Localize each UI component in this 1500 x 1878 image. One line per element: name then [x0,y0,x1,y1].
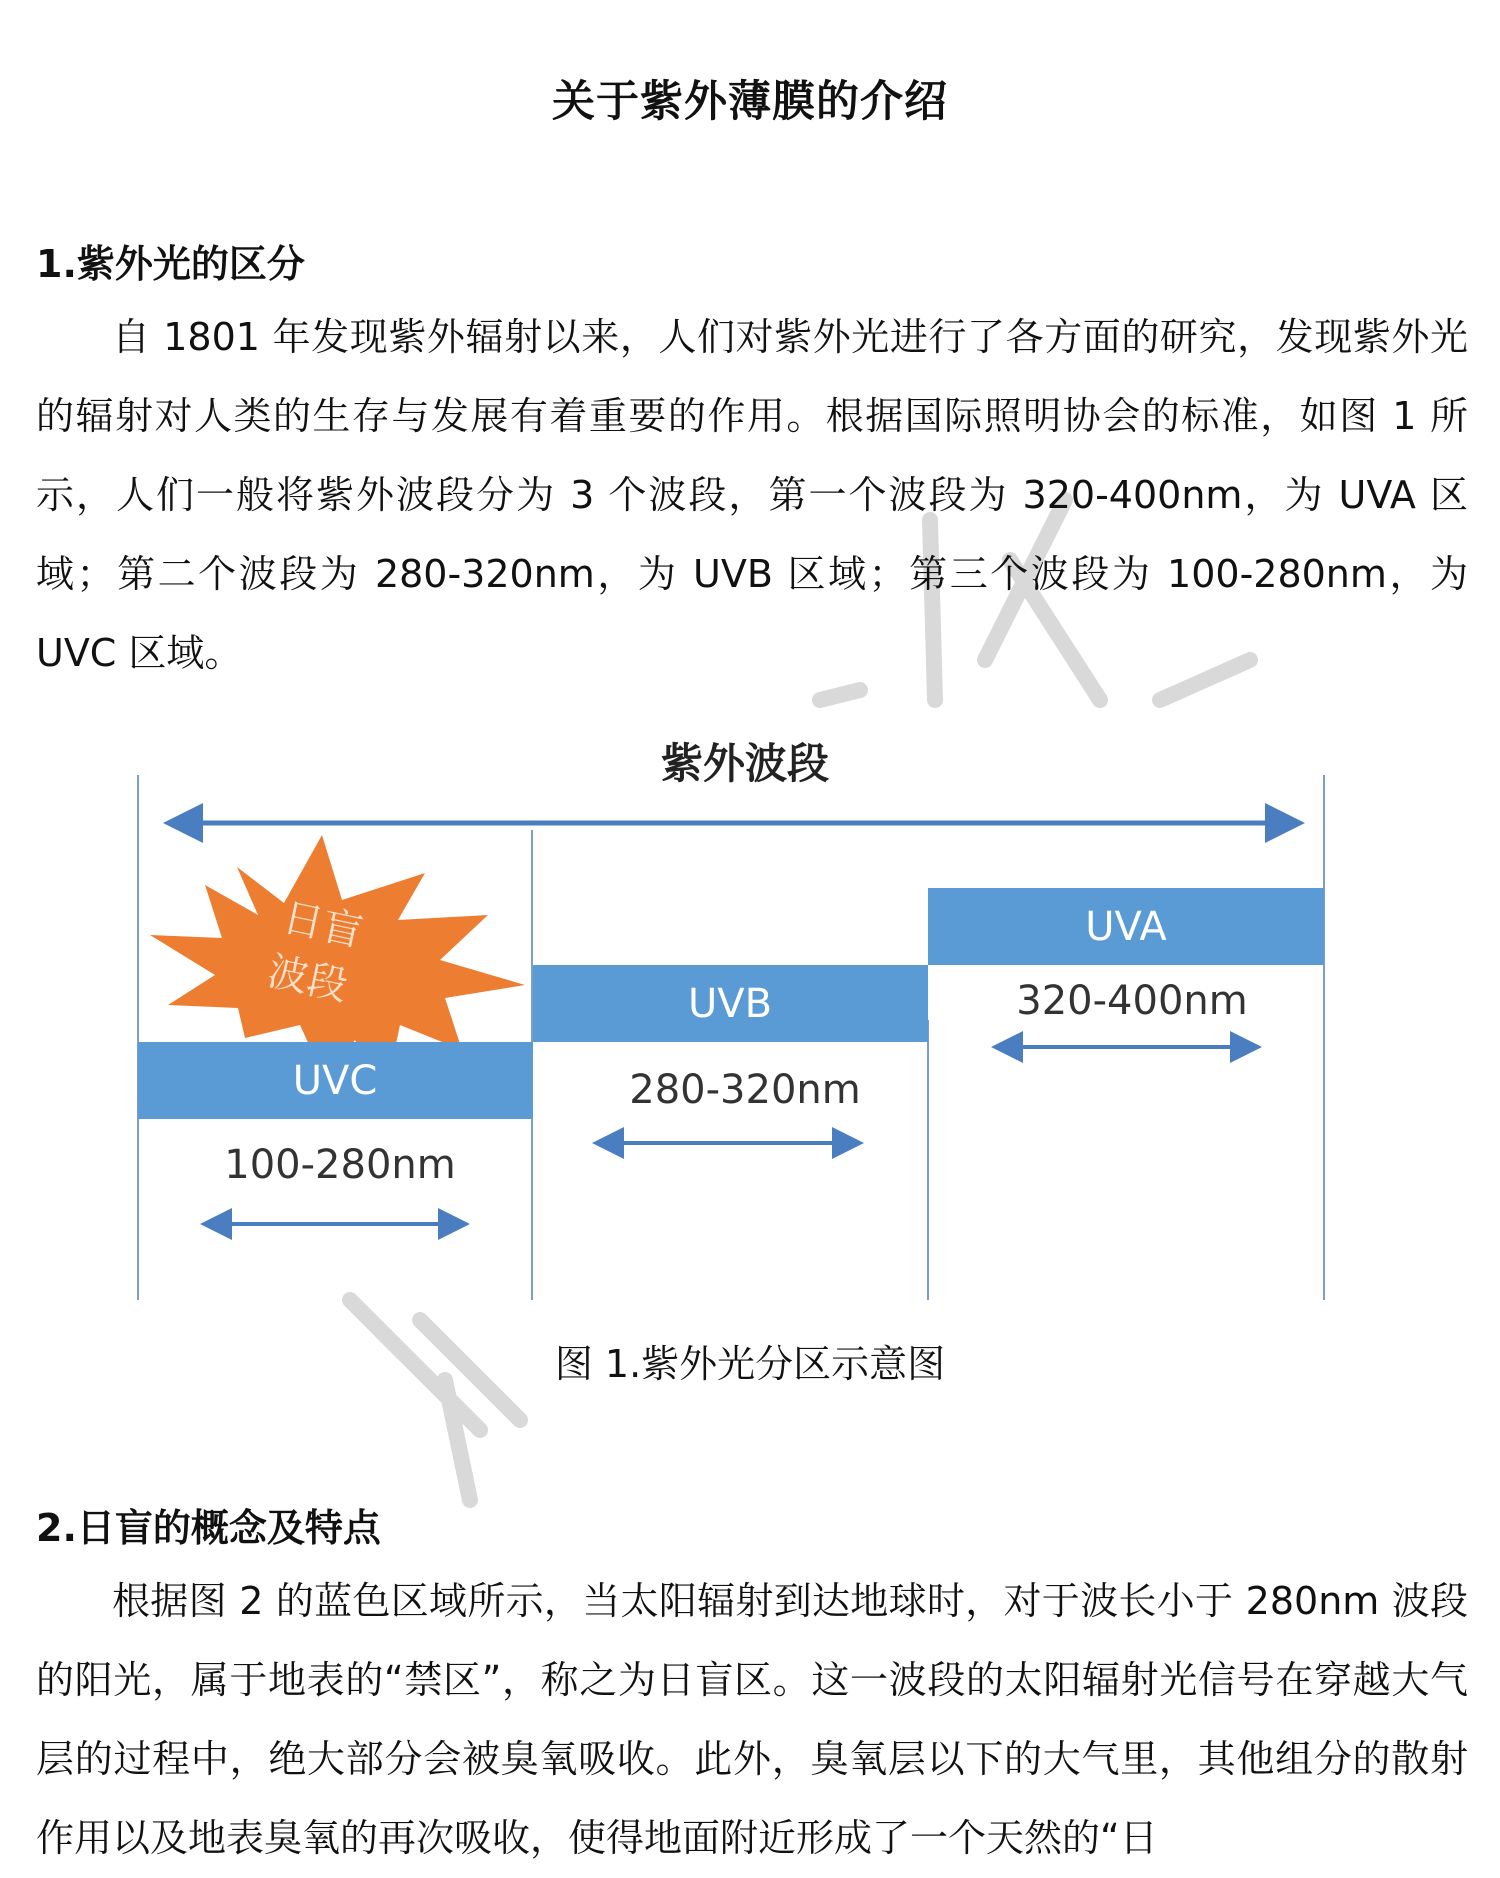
section-heading-uv-classification: 1.紫外光的区分 [36,242,305,286]
paragraph-uv-classification: 自 1801 年发现紫外辐射以来，人们对紫外光进行了各方面的研究，发现紫外光的辐射对人类的生存与发展有着重要的作用。根据国际照明协会的标准，如图 1 所示，人们一般将紫外波段分为 3 个波段，第一个波段为 320-400nm，为 UVA 区域；第二个波段为 280-320nm，为 UVB 区域；第三个波段为 100-280nm，为 UVC 区域。 [36,315,1468,675]
uv-band-figure [0,720,1500,1320]
figure-header: 紫外波段 [660,739,830,788]
band-uvb-name: UVB [687,981,773,1027]
band-uvb [533,965,928,1143]
band-uvb-range: 280-320nm [629,1067,861,1113]
burst-label-line2: 波段 [263,948,352,1011]
band-uva [928,888,1324,1047]
burst-label-line1: 日盲 [278,894,367,957]
figure-caption: 图 1.紫外光分区示意图 [554,1342,946,1386]
paragraph-solar-blind: 根据图 2 的蓝色区域所示，当太阳辐射到达地球时，对于波长小于 280nm 波段的阳光，属于地表的“禁区”，称之为日盲区。这一波段的太阳辐射光信号在穿越大气层的过程中，绝大部分会被臭氧吸收。此外，臭氧层以下的大气里，其他组分的散射作用以及地表臭氧的再次吸收，使得地面附近形成了一个天然的“日 [36,1579,1468,1860]
band-uva-name: UVA [1085,904,1167,950]
band-uvc-range: 100-280nm [224,1142,456,1188]
document-title: 关于紫外薄膜的介绍 [552,77,948,127]
band-uva-range: 320-400nm [1016,978,1248,1024]
band-uvc-name: UVC [292,1058,378,1104]
section-heading-solar-blind: 2.日盲的概念及特点 [36,1506,381,1550]
band-uvc [138,1042,533,1224]
